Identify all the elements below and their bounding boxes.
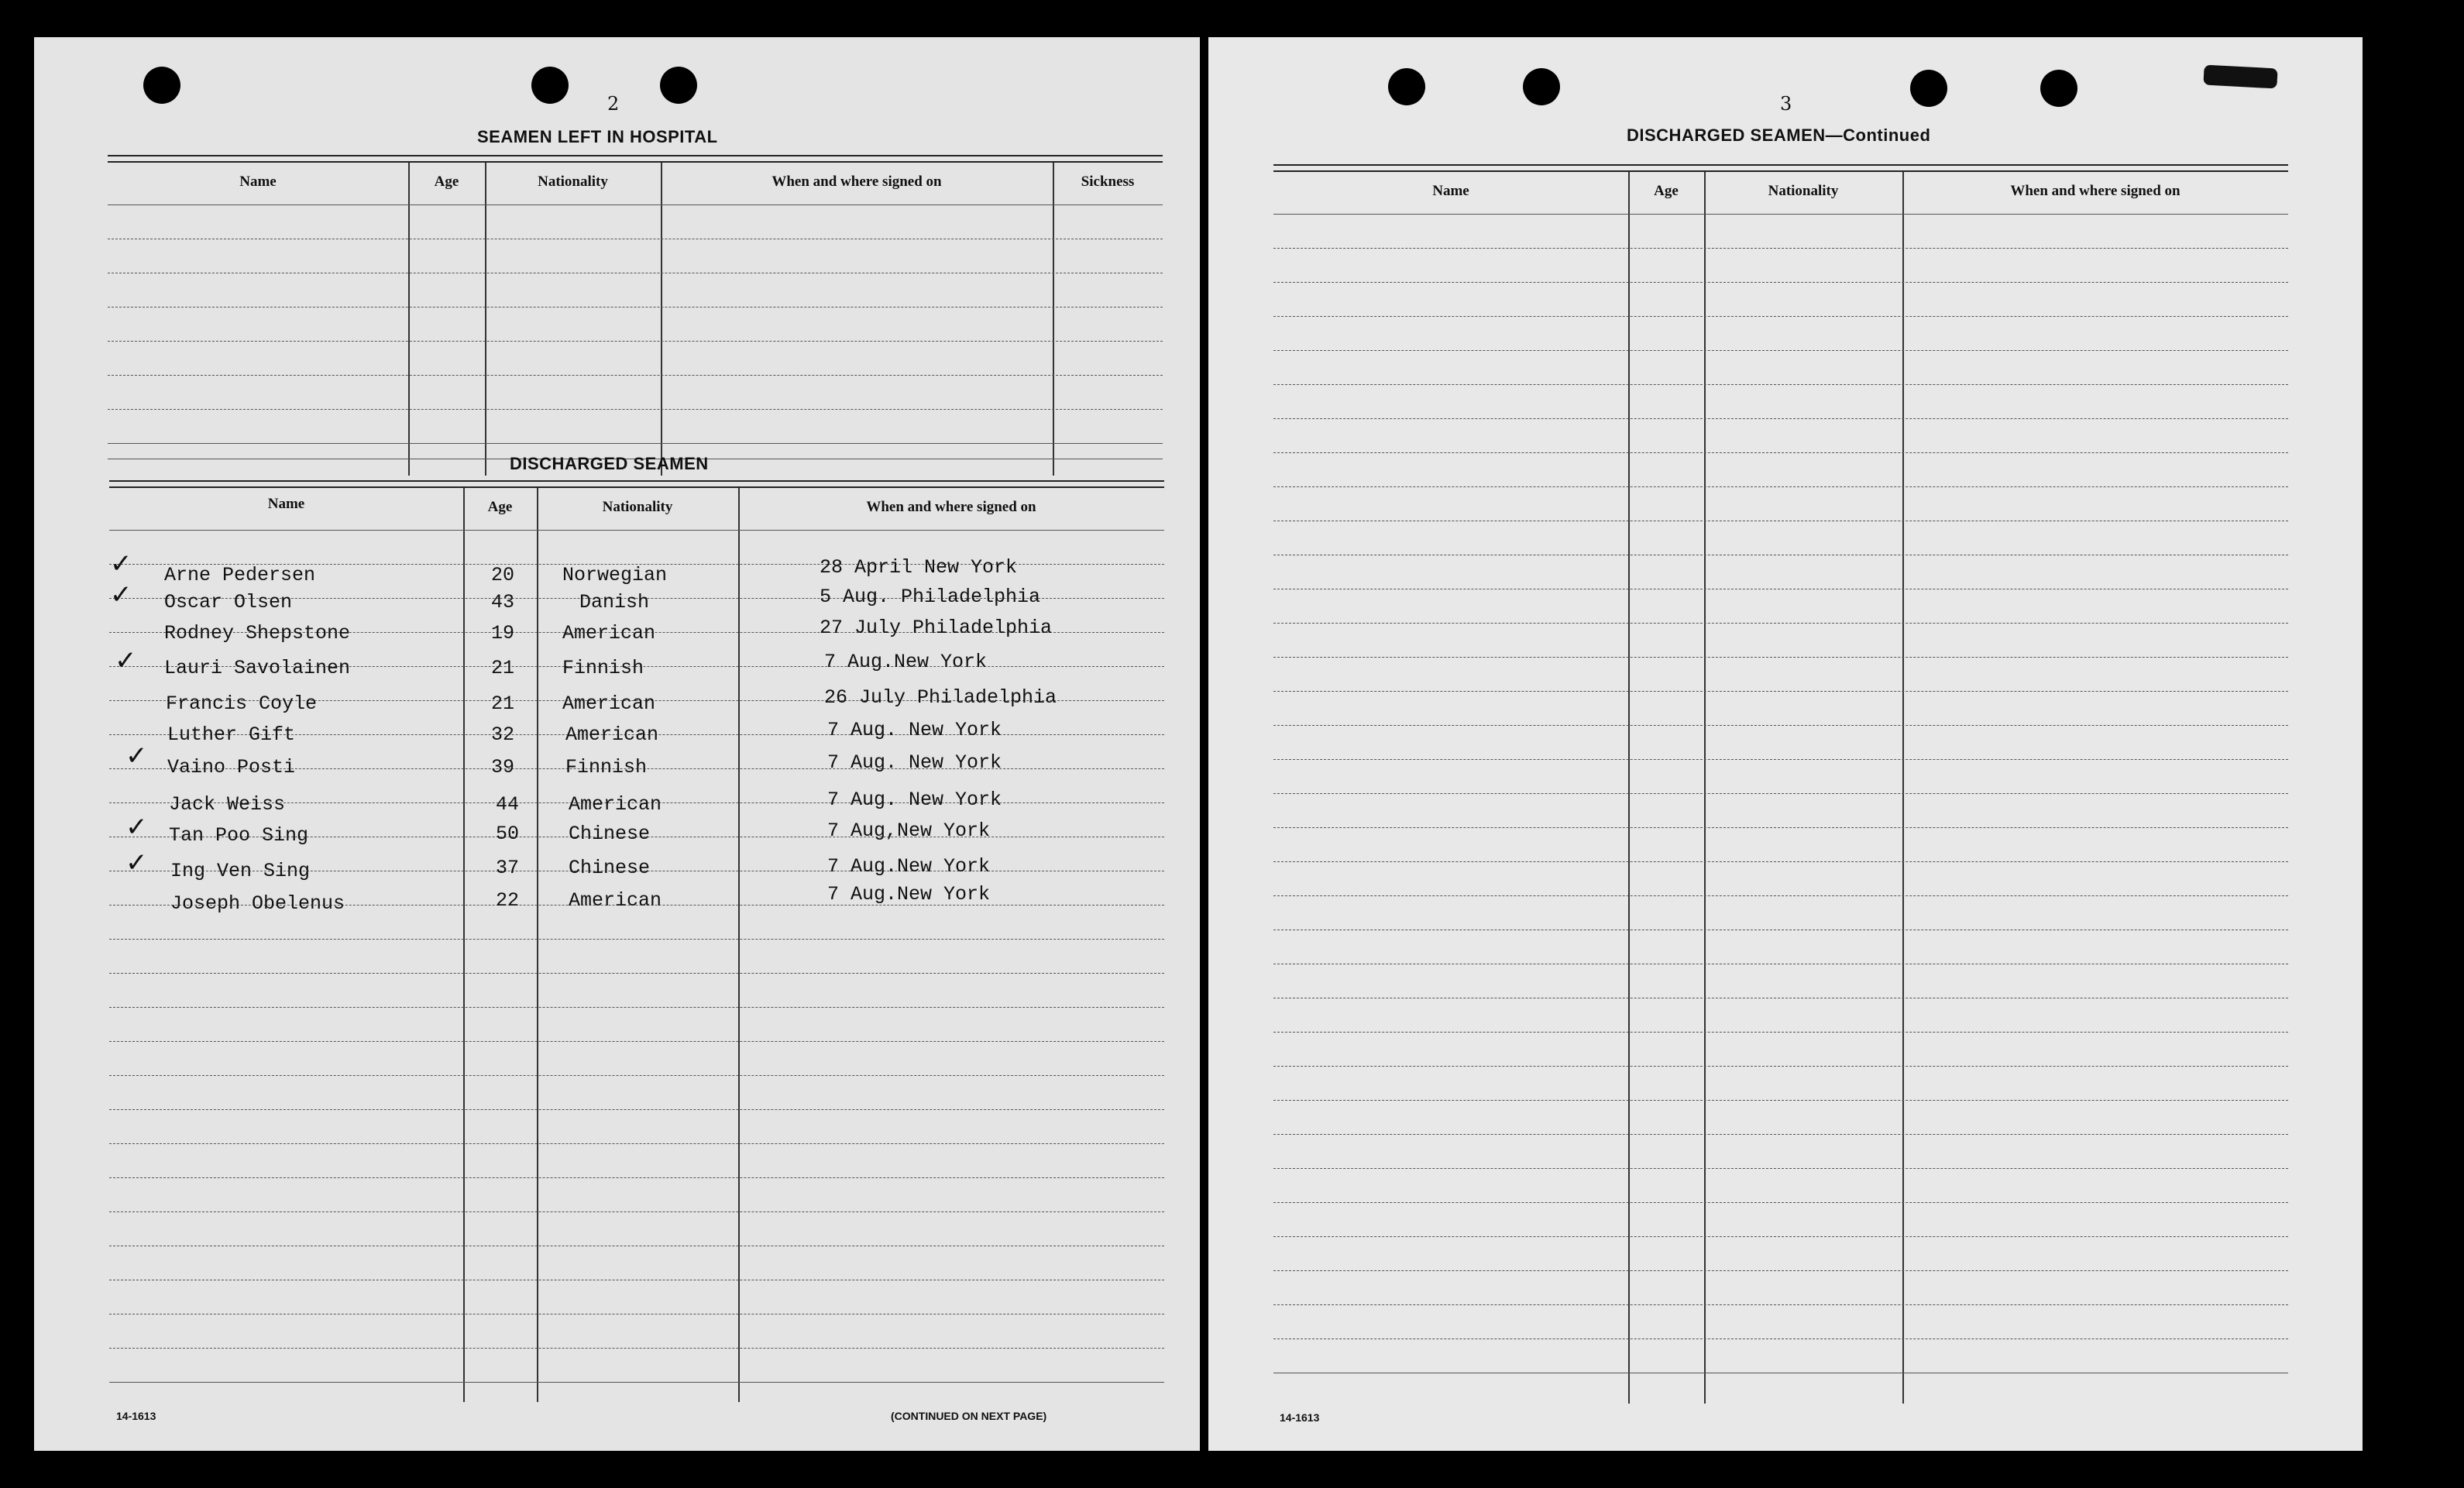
seaman-name: Oscar Olsen — [164, 591, 293, 613]
seaman-name: Arne Pedersen — [164, 564, 316, 586]
column-header: Name — [267, 496, 305, 512]
seaman-age: 37 — [496, 857, 520, 879]
binder-hole — [2040, 70, 2077, 107]
left-page — [34, 37, 1200, 1451]
binder-hole — [1388, 68, 1425, 105]
seaman-signed-on: 28 April New York — [820, 556, 1018, 579]
seaman-age: 39 — [491, 756, 515, 778]
check-mark: ✓ — [110, 548, 132, 579]
column-header: When and where signed on — [772, 174, 942, 190]
check-mark: ✓ — [125, 812, 148, 843]
seaman-signed-on: 7 Aug.New York — [827, 883, 991, 906]
page-number: 2 — [607, 93, 620, 115]
seaman-nationality: American — [565, 723, 659, 746]
binder-hole — [143, 67, 180, 104]
seaman-age: 32 — [491, 723, 515, 746]
check-mark: ✓ — [110, 579, 132, 610]
binder-hole — [1910, 70, 1947, 107]
seaman-name: Tan Poo Sing — [169, 824, 309, 847]
seaman-name: Rodney Shepstone — [164, 622, 351, 644]
seaman-signed-on: 7 Aug.New York — [827, 855, 991, 878]
seaman-name: Ing Ven Sing — [170, 860, 311, 882]
seaman-age: 22 — [496, 889, 520, 912]
column-header: Name — [239, 174, 277, 190]
column-header: When and where signed on — [866, 499, 1036, 515]
seaman-signed-on: 27 July Philadelphia — [820, 617, 1053, 639]
binder-hole — [660, 67, 697, 104]
seaman-nationality: Danish — [579, 591, 650, 613]
column-header: Sickness — [1081, 174, 1135, 190]
column-header: Name — [1432, 183, 1469, 199]
seaman-signed-on: 7 Aug.New York — [824, 651, 988, 673]
seaman-age: 20 — [491, 564, 515, 586]
check-mark: ✓ — [115, 645, 137, 676]
seaman-nationality: American — [562, 692, 656, 715]
seaman-signed-on: 7 Aug. New York — [827, 719, 1002, 741]
form-number: 14-1613 — [1280, 1411, 1320, 1424]
paper-clip — [2203, 65, 2277, 89]
seaman-name: Joseph Obelenus — [170, 892, 345, 915]
seaman-name: Luther Gift — [167, 723, 296, 746]
column-header: Age — [487, 499, 513, 515]
seaman-nationality: American — [569, 889, 662, 912]
seaman-nationality: American — [569, 793, 662, 816]
check-mark: ✓ — [125, 847, 148, 878]
hospital-section-title: SEAMEN LEFT IN HOSPITAL — [477, 127, 718, 146]
seaman-signed-on: 7 Aug. New York — [827, 751, 1002, 774]
right-page — [1208, 37, 2363, 1451]
discharged-continued-title: DISCHARGED SEAMEN—Continued — [1627, 125, 1931, 145]
seaman-signed-on: 26 July Philadelphia — [824, 686, 1057, 709]
seaman-age: 43 — [491, 591, 515, 613]
seaman-signed-on: 7 Aug. New York — [827, 789, 1002, 811]
binder-hole — [531, 67, 569, 104]
seaman-age: 21 — [491, 692, 515, 715]
seaman-nationality: Finnish — [565, 756, 648, 778]
page-number: 3 — [1780, 93, 1792, 115]
continued-note: (CONTINUED ON NEXT PAGE) — [891, 1410, 1047, 1422]
seaman-signed-on: 7 Aug,New York — [827, 820, 991, 842]
seaman-age: 21 — [491, 657, 515, 679]
seaman-nationality: American — [562, 622, 656, 644]
seaman-name: Jack Weiss — [169, 793, 286, 816]
seaman-name: Vaino Posti — [167, 756, 296, 778]
seaman-signed-on: 5 Aug. Philadelphia — [820, 586, 1041, 608]
seaman-nationality: Chinese — [569, 823, 651, 845]
seaman-age: 50 — [496, 823, 520, 845]
form-number: 14-1613 — [116, 1410, 156, 1422]
column-header: Nationality — [1768, 183, 1839, 199]
seaman-name: Lauri Savolainen — [164, 657, 351, 679]
column-header: When and where signed on — [2010, 183, 2180, 199]
column-header: Nationality — [602, 499, 673, 515]
seaman-name: Francis Coyle — [166, 692, 318, 715]
seaman-nationality: Chinese — [569, 857, 651, 879]
column-header: Age — [1654, 183, 1679, 199]
hospital-table — [108, 155, 1163, 476]
seaman-age: 19 — [491, 622, 515, 644]
seaman-age: 44 — [496, 793, 520, 816]
discharged-continued-table — [1273, 164, 2288, 1435]
seaman-nationality: Finnish — [562, 657, 644, 679]
seaman-nationality: Norwegian — [562, 564, 668, 586]
column-header: Age — [434, 174, 459, 190]
column-header: Nationality — [538, 174, 608, 190]
discharged-section-title: DISCHARGED SEAMEN — [510, 454, 709, 473]
check-mark: ✓ — [125, 741, 148, 771]
binder-hole — [1523, 68, 1560, 105]
